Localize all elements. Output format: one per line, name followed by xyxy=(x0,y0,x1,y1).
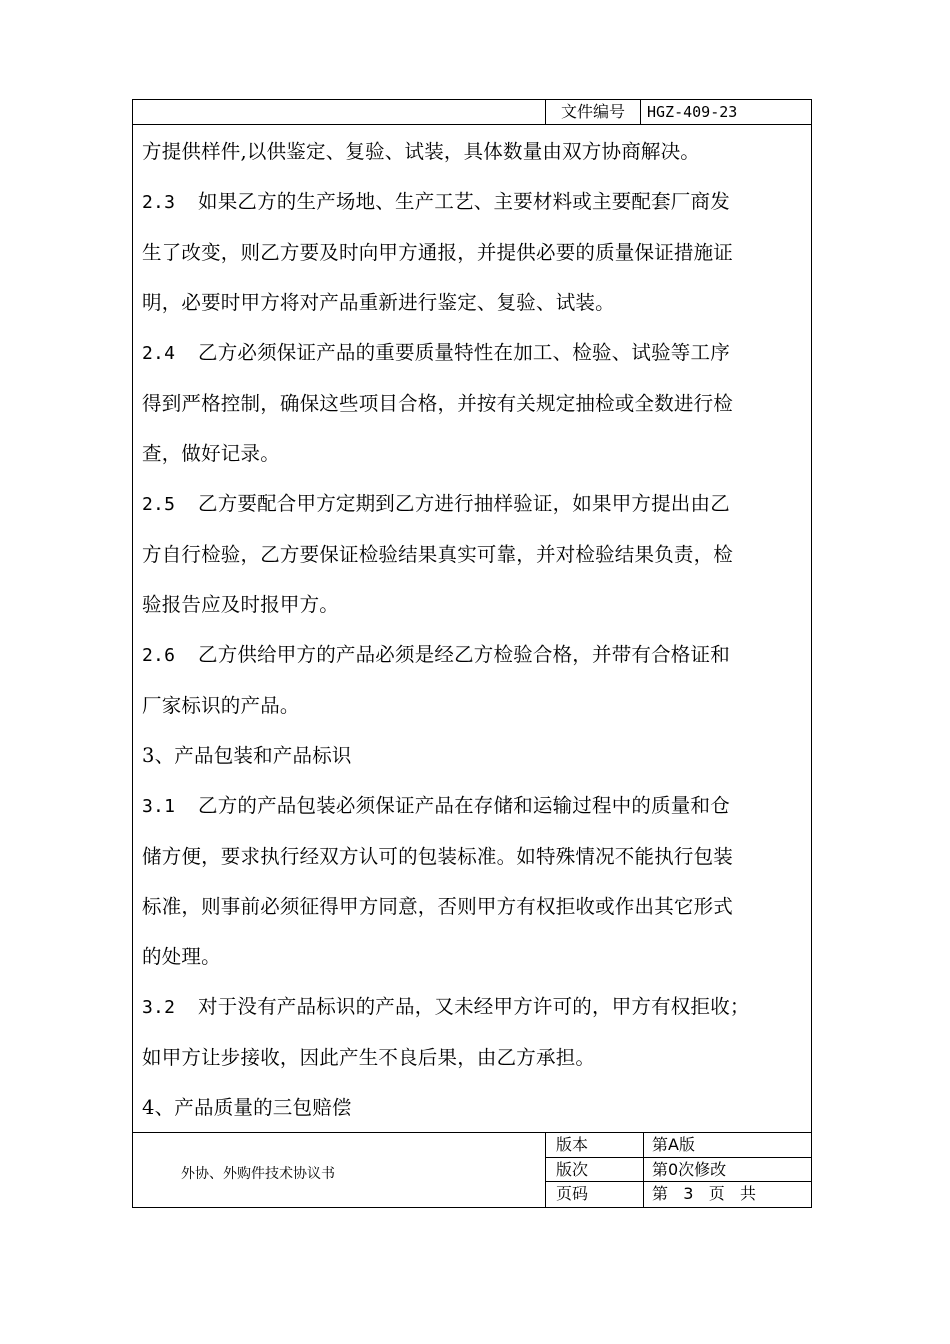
document-frame xyxy=(132,99,812,1208)
version-value: 第A版 xyxy=(652,1135,695,1154)
clause-text: 乙方供给甲方的产品必须是经乙方检验合格，并带有合格证和 xyxy=(198,643,730,666)
clause-text: 的处理。 xyxy=(142,945,221,968)
header-row xyxy=(133,100,811,125)
document-title: 外协、外购件技术协议书 xyxy=(181,1166,335,1182)
revision-value: 第0次修改 xyxy=(652,1159,727,1179)
paragraph-line xyxy=(142,1033,810,1083)
paragraph-line xyxy=(142,681,810,731)
clause-number: 2.3 xyxy=(142,192,176,213)
version-row xyxy=(546,1133,811,1158)
paragraph-line xyxy=(142,228,810,278)
clause-number: 3.2 xyxy=(142,997,176,1018)
footer xyxy=(133,1132,811,1207)
file-number-value: HGZ-409-23 xyxy=(647,103,738,121)
clause-text: 方提供样件,以供鉴定、复验、试装，具体数量由双方协商解决。 xyxy=(142,140,700,163)
version-label: 版本 xyxy=(546,1133,644,1157)
paragraph-line xyxy=(142,932,810,982)
clause-text: 4、产品质量的三包赔偿 xyxy=(142,1096,352,1119)
clause-text: 乙方要配合甲方定期到乙方进行抽样验证，如果甲方提出由乙 xyxy=(198,492,730,515)
paragraph-line xyxy=(142,882,810,932)
paragraph-line xyxy=(142,1083,810,1133)
clause-number: 2.5 xyxy=(142,494,176,515)
paragraph-line xyxy=(142,530,810,580)
revision-row xyxy=(546,1158,811,1183)
paragraph-line xyxy=(142,982,810,1033)
paragraph-line xyxy=(142,177,810,228)
document-body xyxy=(142,127,810,1133)
revision-label: 版次 xyxy=(546,1158,644,1182)
clause-text: 标准，则事前必须征得甲方同意，否则甲方有权拒收或作出其它形式 xyxy=(142,895,734,918)
clause-text: 对于没有产品标识的产品，又未经甲方许可的，甲方有权拒收； xyxy=(198,995,750,1018)
clause-number: 3.1 xyxy=(142,796,176,817)
paragraph-line xyxy=(142,731,810,781)
footer-info-grid xyxy=(545,1133,811,1207)
paragraph-line xyxy=(142,328,810,379)
clause-number: 2.4 xyxy=(142,343,176,364)
clause-text: 如果乙方的生产场地、生产工艺、主要材料或主要配套厂商发 xyxy=(198,190,730,213)
file-number-label: 文件编号 xyxy=(545,100,641,124)
clause-text: 查，做好记录。 xyxy=(142,442,280,465)
page-row xyxy=(546,1182,811,1207)
paragraph-line xyxy=(142,832,810,882)
paragraph-line xyxy=(142,429,810,479)
page-value: 第 3 页 共 xyxy=(652,1184,756,1203)
paragraph-line xyxy=(142,580,810,630)
clause-text: 生了改变，则乙方要及时向甲方通报，并提供必要的质量保证措施证 xyxy=(142,241,734,264)
clause-text: 如甲方让步接收，因此产生不良后果，由乙方承担。 xyxy=(142,1046,596,1069)
clause-text: 明，必要时甲方将对产品重新进行鉴定、复验、试装。 xyxy=(142,291,615,314)
clause-number: 2.6 xyxy=(142,645,176,666)
clause-text: 乙方的产品包装必须保证产品在存储和运输过程中的质量和仓 xyxy=(198,794,730,817)
clause-text: 乙方必须保证产品的重要质量特性在加工、检验、试验等工序 xyxy=(198,341,730,364)
clause-text: 储方便，要求执行经双方认可的包装标准。如特殊情况不能执行包装 xyxy=(142,845,734,868)
paragraph-line xyxy=(142,278,810,328)
paragraph-line xyxy=(142,781,810,832)
clause-text: 厂家标识的产品。 xyxy=(142,694,300,717)
clause-text: 验报告应及时报甲方。 xyxy=(142,593,340,616)
clause-text: 3、产品包装和产品标识 xyxy=(142,744,352,767)
paragraph-line xyxy=(142,379,810,429)
paragraph-line xyxy=(142,479,810,530)
paragraph-line xyxy=(142,127,810,177)
page-label: 页码 xyxy=(546,1182,644,1207)
clause-text: 方自行检验，乙方要保证检验结果真实可靠，并对检验结果负责，检 xyxy=(142,543,734,566)
clause-text: 得到严格控制，确保这些项目合格，并按有关规定抽检或全数进行检 xyxy=(142,392,734,415)
paragraph-line xyxy=(142,630,810,681)
